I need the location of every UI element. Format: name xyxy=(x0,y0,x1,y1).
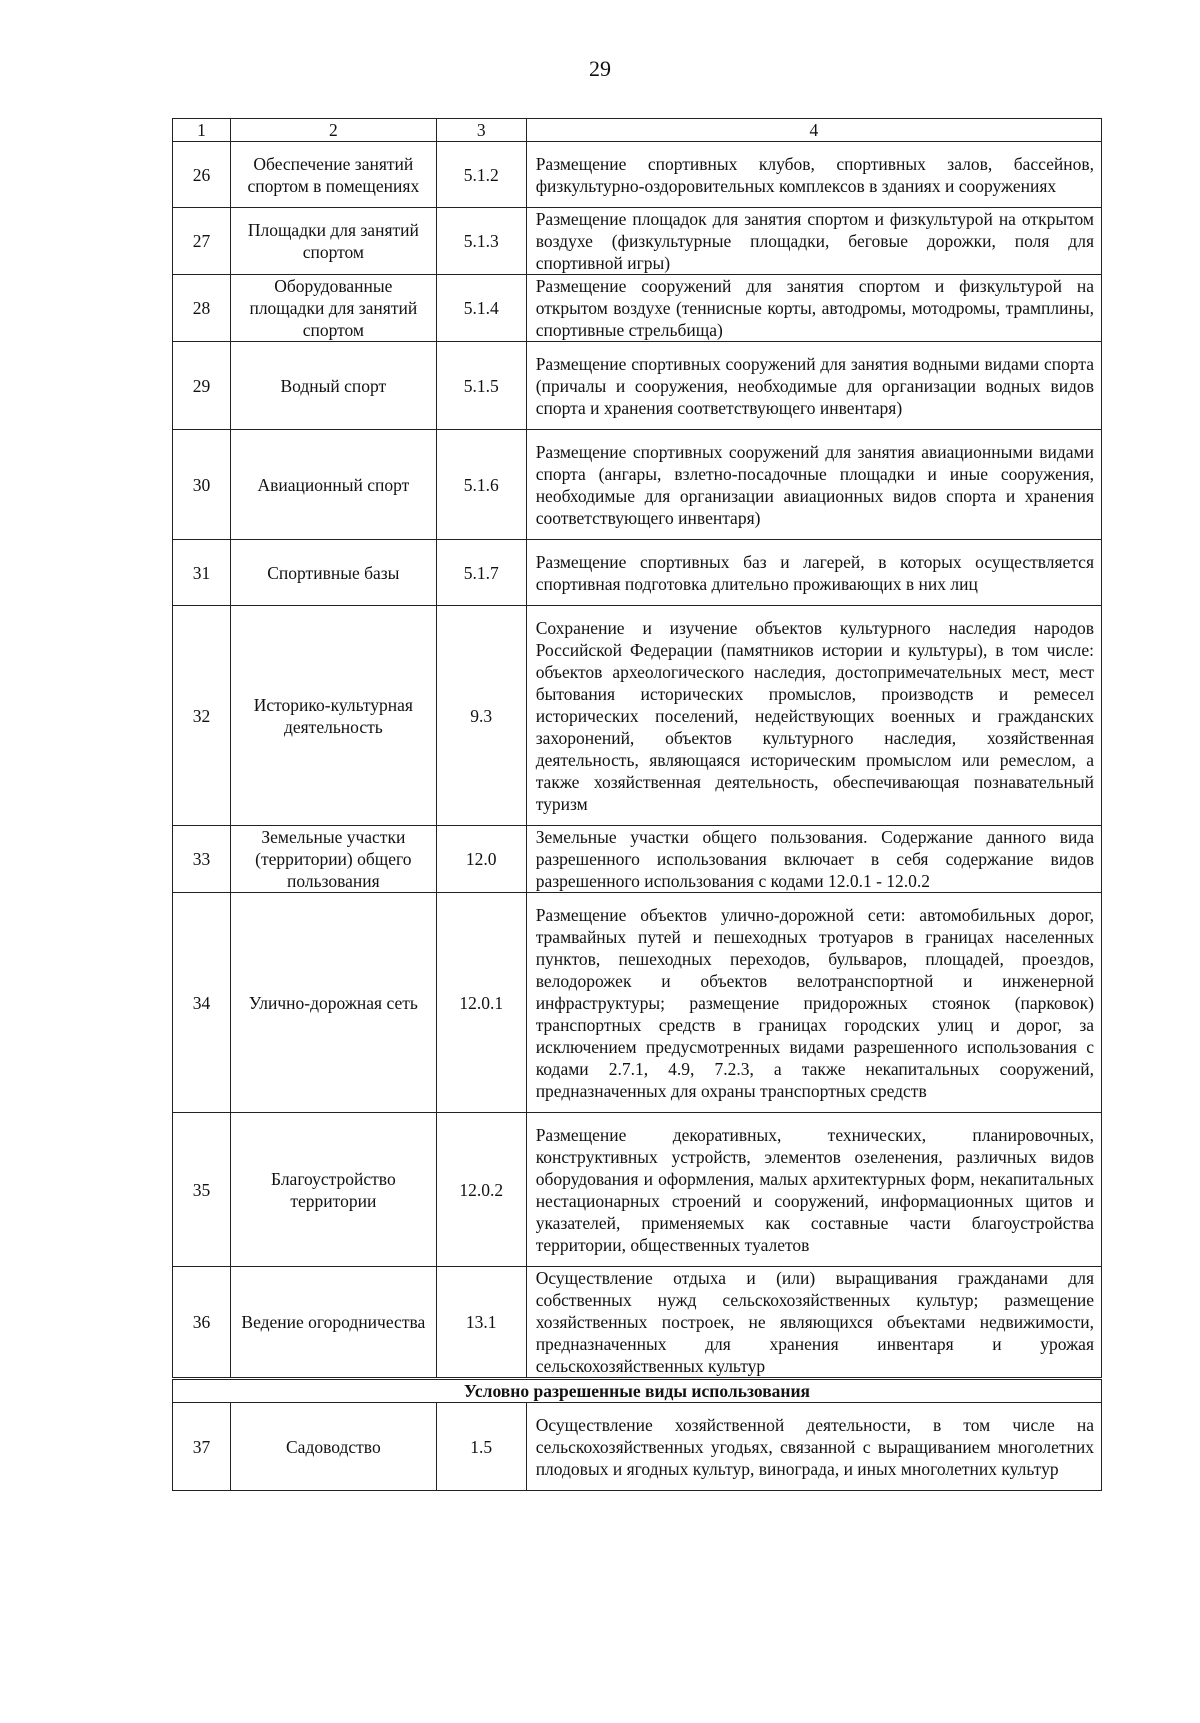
use-type-code: 9.3 xyxy=(436,606,526,826)
use-type-name: Водный спорт xyxy=(230,342,436,430)
header-row xyxy=(173,119,1102,142)
use-type-code: 1.5 xyxy=(436,1403,526,1491)
row-number: 28 xyxy=(173,275,231,342)
use-type-description: Осуществление отдыха и (или) выращивания гражданами для собственных нужд сельскохозяйственных культур; размещение хозяйственных построек, не являющихся объектами недвижимости, предназначенных для хранения инвентаря и урожая сельскохозяйственных культур xyxy=(526,1267,1101,1379)
use-type-description: Размещение спортивных сооружений для занятия водными видами спорта (причалы и сооружения, необходимые для организации водных видов спорта и хранения соответствующего инвентаря) xyxy=(526,342,1101,430)
row-number: 37 xyxy=(173,1403,231,1491)
row-number: 29 xyxy=(173,342,231,430)
use-type-code: 5.1.6 xyxy=(436,430,526,540)
header-col-1: 1 xyxy=(173,119,231,142)
use-type-code: 12.0 xyxy=(436,826,526,893)
use-type-name: Авиационный спорт xyxy=(230,430,436,540)
table-row xyxy=(173,275,1102,342)
table-row xyxy=(173,1267,1102,1379)
use-type-description: Размещение спортивных клубов, спортивных залов, бассейнов, физкультурно-оздоровительных комплексов в зданиях и сооружениях xyxy=(526,142,1101,208)
use-type-description: Осуществление хозяйственной деятельности, в том числе на сельскохозяйственных угодьях, связанной с выращиванием многолетних плодовых и ягодных культур, винограда, и иных многолетних культур xyxy=(526,1403,1101,1491)
use-type-description: Размещение площадок для занятия спортом и физкультурой на открытом воздухе (физкультурные площадки, беговые дорожки, поля для спортивной игры) xyxy=(526,208,1101,275)
row-number: 31 xyxy=(173,540,231,606)
use-type-name: Улично-дорожная сеть xyxy=(230,893,436,1113)
row-number: 34 xyxy=(173,893,231,1113)
row-number: 27 xyxy=(173,208,231,275)
use-type-name: Земельные участки (территории) общего пользования xyxy=(230,826,436,893)
row-number: 30 xyxy=(173,430,231,540)
use-type-code: 5.1.2 xyxy=(436,142,526,208)
use-type-description: Размещение объектов улично-дорожной сети: автомобильных дорог, трамвайных путей и пешеходных тротуаров в границах населенных пунктов, пешеходных переходов, бульваров, площадей, проездов, велодорожек и объектов велотранспортной и инженерной инфраструктуры; размещение придорожных стоянок (парковок) транспортных средств в границах городских улиц и дорог, за исключением предусмотренных видами разрешенного использования с кодами 2.7.1, 4.9, 7.2.3, а также некапитальных сооружений, предназначенных для охраны транспортных средств xyxy=(526,893,1101,1113)
use-type-description: Земельные участки общего пользования. Содержание данного вида разрешенного использования включает в себя содержание видов разрешенного использования с кодами 12.0.1 - 12.0.2 xyxy=(526,826,1101,893)
use-type-code: 12.0.2 xyxy=(436,1113,526,1267)
use-type-name: Спортивные базы xyxy=(230,540,436,606)
use-type-name: Историко-культурная деятельность xyxy=(230,606,436,826)
table-row xyxy=(173,142,1102,208)
use-type-description: Сохранение и изучение объектов культурного наследия народов Российской Федерации (памятников истории и культуры), в том числе: объектов археологического наследия, достопримечательных мест, мест бытования исторических промыслов, производств и ремесел исторических поселений, недействующих военных и гражданских захоронений, объектов культурного наследия, хозяйственная деятельность, являющаяся историческим промыслом или ремеслом, а также хозяйственная деятельность, обеспечивающая познавательный туризм xyxy=(526,606,1101,826)
table-row xyxy=(173,540,1102,606)
table-row xyxy=(173,1403,1102,1491)
use-type-name: Оборудованные площадки для занятий спортом xyxy=(230,275,436,342)
use-type-code: 5.1.3 xyxy=(436,208,526,275)
table-row xyxy=(173,208,1102,275)
header-col-4: 4 xyxy=(526,119,1101,142)
table-row xyxy=(173,893,1102,1113)
use-type-name: Обеспечение занятий спортом в помещениях xyxy=(230,142,436,208)
use-type-code: 12.0.1 xyxy=(436,893,526,1113)
table-row xyxy=(173,430,1102,540)
row-number: 26 xyxy=(173,142,231,208)
section-title: Условно разрешенные виды использования xyxy=(173,1379,1102,1403)
use-type-description: Размещение сооружений для занятия спортом и физкультурой на открытом воздухе (теннисные корты, автодромы, мотодромы, трамплины, спортивные стрельбища) xyxy=(526,275,1101,342)
table-row xyxy=(173,606,1102,826)
use-type-name: Ведение огородничества xyxy=(230,1267,436,1379)
use-type-code: 5.1.5 xyxy=(436,342,526,430)
use-type-name: Площадки для занятий спортом xyxy=(230,208,436,275)
use-type-description: Размещение декоративных, технических, планировочных, конструктивных устройств, элементов озеленения, различных видов оборудования и оформления, малых архитектурных форм, некапитальных нестационарных строений и сооружений, информационных щитов и указателей, применяемых как составные части благоустройства территории, общественных туалетов xyxy=(526,1113,1101,1267)
row-number: 33 xyxy=(173,826,231,893)
row-number: 32 xyxy=(173,606,231,826)
table-row xyxy=(173,342,1102,430)
header-col-3: 3 xyxy=(436,119,526,142)
table-row xyxy=(173,1113,1102,1267)
use-type-code: 5.1.4 xyxy=(436,275,526,342)
use-type-description: Размещение спортивных сооружений для занятия авиационными видами спорта (ангары, взлетно-посадочные площадки и иные сооружения, необходимые для организации авиационных видов спорта и хранения соответствующего инвентаря) xyxy=(526,430,1101,540)
use-type-code: 13.1 xyxy=(436,1267,526,1379)
use-type-name: Садоводство xyxy=(230,1403,436,1491)
section-row xyxy=(173,1379,1102,1403)
conditional-rows xyxy=(173,1403,1102,1491)
use-type-code: 5.1.7 xyxy=(436,540,526,606)
row-number: 36 xyxy=(173,1267,231,1379)
land-use-table xyxy=(172,118,1102,1491)
main-rows xyxy=(173,142,1102,1379)
row-number: 35 xyxy=(173,1113,231,1267)
header-col-2: 2 xyxy=(230,119,436,142)
page-number: 29 xyxy=(589,56,611,81)
table-row xyxy=(173,826,1102,893)
use-type-name: Благоустройство территории xyxy=(230,1113,436,1267)
use-type-description: Размещение спортивных баз и лагерей, в которых осуществляется спортивная подготовка длительно проживающих в них лиц xyxy=(526,540,1101,606)
